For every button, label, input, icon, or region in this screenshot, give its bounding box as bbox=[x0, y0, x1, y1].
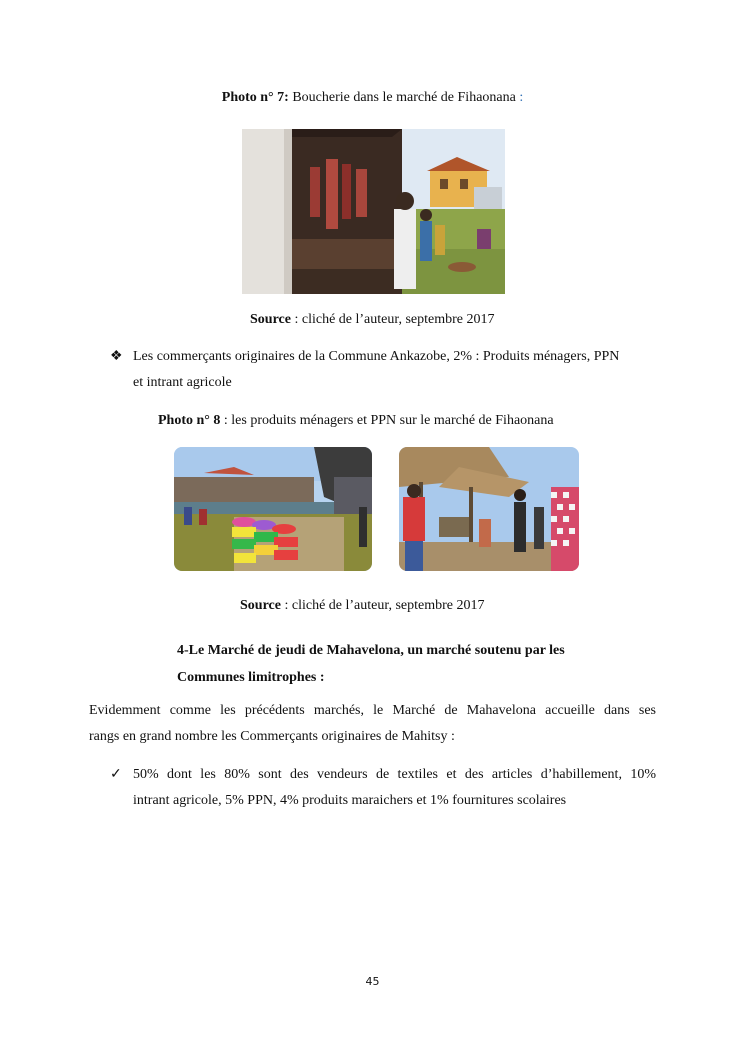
photo7-caption-text: Boucherie dans le marché de Fihaonana bbox=[288, 90, 520, 105]
photo8-household-goods-image bbox=[174, 447, 372, 571]
photo8-caption bbox=[158, 412, 554, 430]
bullet1-line1: Les commerçants originaires de la Commune Ankazobe, 2% : Produits ménagers, PPN bbox=[133, 349, 620, 364]
photo7-source-label: Source bbox=[250, 312, 291, 327]
photo8-caption-text: : les produits ménagers et PPN sur le marché de Fihaonana bbox=[220, 413, 554, 428]
section4-title-line2: Communes limitrophes : bbox=[177, 670, 325, 685]
page-number: 45 bbox=[365, 975, 380, 988]
photo8-source-text: : cliché de l’auteur, septembre 2017 bbox=[280, 598, 485, 613]
bullet1-marker: ❖ bbox=[110, 349, 123, 364]
photo8-caption-label: Photo n° 8 bbox=[158, 413, 221, 428]
photo7-caption-label: Photo n° 7: bbox=[221, 90, 289, 105]
paragraph-line2: rangs en grand nombre les Commerçants originaires de Mahitsy : bbox=[89, 729, 455, 744]
photo7-butcher-image bbox=[242, 129, 505, 294]
photo8-source bbox=[240, 597, 485, 615]
bullet2-line1: 50% dont les 80% sont des vendeurs de textiles et des articles d’habillement, 10% bbox=[133, 767, 656, 782]
photo7-caption bbox=[0, 89, 745, 107]
photo7-source bbox=[250, 311, 495, 329]
bullet1-line2: et intrant agricole bbox=[133, 375, 232, 390]
photo8-market-stalls-image bbox=[399, 447, 579, 571]
bullet2-line2: intrant agricole, 5% PPN, 4% produits maraichers et 1% fournitures scolaires bbox=[133, 793, 567, 808]
photo8-source-label: Source bbox=[240, 598, 281, 613]
section4-title-line1: 4-Le Marché de jeudi de Mahavelona, un marché soutenu par les bbox=[177, 643, 565, 658]
paragraph-line1: Evidemment comme les précédents marchés, le Marché de Mahavelona accueille dans ses bbox=[89, 703, 656, 718]
photo7-source-text: : cliché de l’auteur, septembre 2017 bbox=[290, 312, 495, 327]
bullet2-checkmark: ✓ bbox=[110, 767, 122, 782]
photo7-caption-colon: : bbox=[519, 90, 524, 105]
